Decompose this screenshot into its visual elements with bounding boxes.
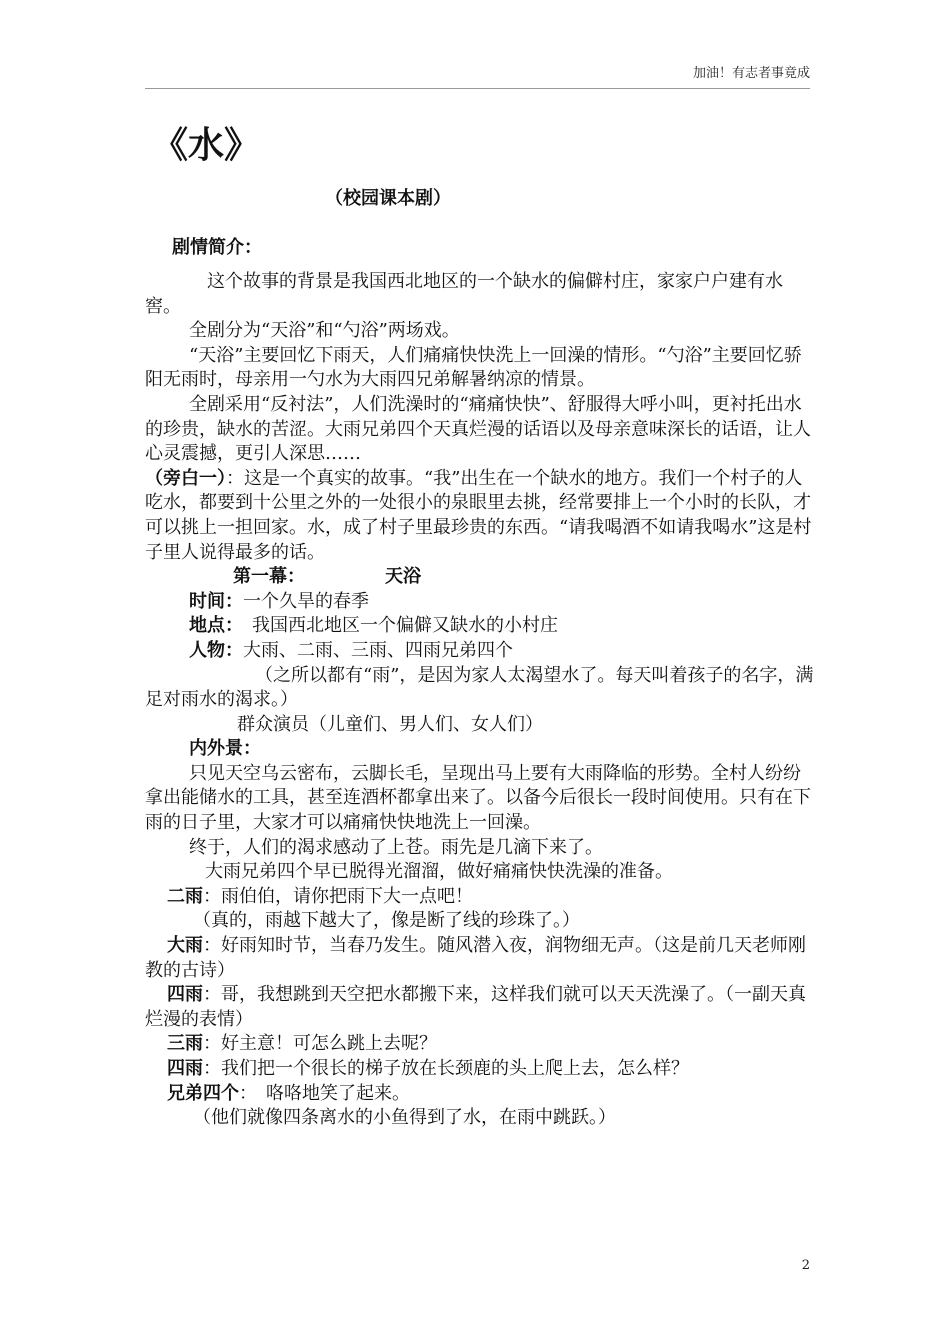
setting-place <box>145 614 817 639</box>
place-label: 地点： <box>189 615 234 637</box>
dialogue-line <box>145 1082 817 1107</box>
place-value: 我国西北地区一个偏僻又缺水的小村庄 <box>252 615 558 637</box>
act-heading <box>145 565 817 590</box>
dialogue-speaker: 二雨 <box>167 885 203 907</box>
narration-paragraph <box>145 467 817 565</box>
narration-label: （旁白一） <box>145 467 226 489</box>
dialogue-line <box>145 934 817 983</box>
act-name: 天浴 <box>385 566 421 588</box>
narration-text: ：这是一个真实的故事。“我”出生在一个缺水的地方。我们一个村子的人吃水，都要到十公里之外的一处很小的泉眼里去挑，经常要排上一个小时的长队，才可以挑上一担回家。水，成了村子里最珍贵的东西。“请我喝酒不如请我喝水”这是村子里人说得最多的话。 <box>145 467 812 563</box>
scene-paragraph: 只见天空乌云密布，云脚长毛，呈现出马上要有大雨降临的形势。全村人纷纷拿出能储水的工具，甚至连酒杯都拿出来了。以备今后很长一段时间使用。只有在下雨的日子里，大家才可以痛痛快快地洗上一回澡。 <box>145 762 811 834</box>
dialogue-text: ： 咯咯地笑了起来。 <box>239 1082 410 1104</box>
page-number: 2 <box>801 1258 810 1273</box>
header-divider <box>145 88 810 89</box>
dialogue-line <box>145 1032 817 1057</box>
synopsis-paragraph: 全剧分为“天浴”和“勺浴”两场戏。 <box>189 320 460 342</box>
dialogue-speaker: 大雨 <box>167 935 203 957</box>
dialogue-speaker: 兄弟四个 <box>167 1082 239 1104</box>
synopsis-paragraph: “天浴”主要回忆下雨天，人们痛痛快快洗上一回澡的情形。“勺浴”主要回忆骄阳无雨时，母亲用一勺水为大雨四兄弟解暑纳凉的情景。 <box>145 344 802 391</box>
dialogue-line <box>145 1057 817 1082</box>
play-title: 《水》 <box>152 125 261 166</box>
cast-note: （之所以都有“雨”，是因为家人太渴望水了。每天叫着孩子的名字，满足对雨水的渴求。） <box>145 664 814 711</box>
cast-label: 人物： <box>189 639 243 661</box>
dialogue-text: ：我们把一个很长的梯子放在长颈鹿的头上爬上去，怎么样？ <box>203 1058 689 1079</box>
scene-label: 内外景： <box>189 738 261 760</box>
dialogue-speaker: 四雨 <box>167 1058 203 1079</box>
setting-time <box>145 590 817 615</box>
dialogue-text: ：雨伯伯，请你把雨下大一点吧！ <box>203 885 473 907</box>
setting-cast <box>145 639 817 664</box>
page-header-motto: 加油！有志者事竟成 <box>692 66 810 81</box>
time-value: 一个久旱的春季 <box>243 590 369 612</box>
dialogue-text: ：哥，我想跳到天空把水都搬下来，这样我们就可以天天洗澡了。（一副天真烂漫的表情） <box>145 984 806 1030</box>
synopsis-paragraph: 这个故事的背景是我国西北地区的一个缺水的偏僻村庄，家家户户建有水窖。 <box>145 271 783 317</box>
act-label: 第一幕： <box>233 566 305 588</box>
scene-paragraph: 大雨兄弟四个早已脱得光溜溜，做好痛痛快快洗澡的准备。 <box>205 861 673 883</box>
synopsis-heading: 剧情简介： <box>172 237 262 258</box>
cast-value: 大雨、二雨、三雨、四雨兄弟四个 <box>243 639 513 661</box>
synopsis-paragraph: 全剧采用“反衬法”，人们洗澡时的“痛痛快快”、舒服得大呼小叫，更衬托出水的珍贵，缺水的苦涩。大雨兄弟四个天真烂漫的话语以及母亲意味深长的话语，让人心灵震撼，更引人深思…… <box>145 393 811 465</box>
scene-heading <box>145 737 817 762</box>
scene-paragraph: 终于，人们的渴求感动了上苍。雨先是几滴下来了。 <box>189 836 603 858</box>
dialogue-line <box>145 885 817 910</box>
document-body <box>145 270 817 1131</box>
stage-direction: （真的，雨越下越大了，像是断了线的珍珠了。） <box>193 910 580 932</box>
time-label: 时间： <box>189 590 243 612</box>
dialogue-text: ：好雨知时节，当春乃发生。随风潜入夜，润物细无声。（这是前几天老师刚教的古诗） <box>145 935 806 981</box>
dialogue-speaker: 四雨 <box>167 984 203 1006</box>
dialogue-line <box>145 983 817 1032</box>
stage-direction: （他们就像四条离水的小鱼得到了水，在雨中跳跃。） <box>193 1107 616 1129</box>
cast-extras: 群众演员（儿童们、男人们、女人们） <box>237 713 543 735</box>
play-subtitle: （校园课本剧） <box>325 188 451 209</box>
dialogue-speaker: 三雨 <box>167 1033 203 1055</box>
dialogue-text: ：好主意！可怎么跳上去呢？ <box>203 1033 437 1055</box>
